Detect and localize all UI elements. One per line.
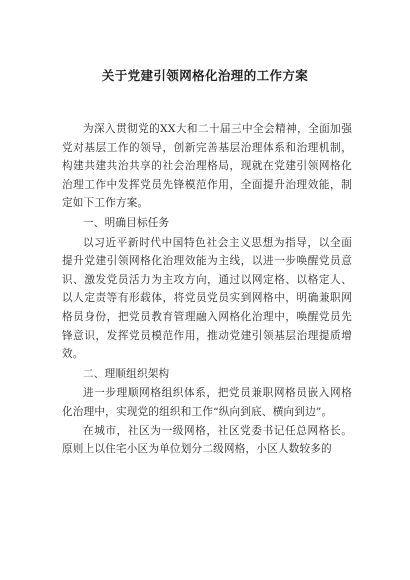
section-heading-goals: 一、明确目标任务 — [83, 216, 170, 229]
goals-paragraph: 以习近平新时代中国特色社会主义思想为指导，以全面提升党建引领网格化治理效能为主线，以进一步唤醒党员意识、激发党员活力为主攻方向，通过以网定格、以格定人、以人定责等有形载体，将党员党员实到网格中，明确兼职网格员身份，把党员教育管理融入网格化治理中，唤醒党员先锋意识，发挥党员模范作用，推动党建引领基层治理提质增效。 — [62, 236, 352, 361]
document-title: 关于党建引领网格化治理的工作方案 — [101, 68, 309, 83]
city-grid-paragraph: 在城市，社区为一级网格，社区党委书记任总网格长。原则上以住宅小区为单位划分二级网格，小区人数较多的 — [62, 424, 352, 456]
section-heading-structure: 二、理顺组织架构 — [83, 367, 170, 380]
document-body — [62, 120, 352, 459]
structure-paragraph: 进一步理顺网格组织体系，把党员兼职网格员嵌入网格化治理中，实现党的组织和工作“纵向到底、横向到边”。 — [62, 387, 352, 418]
intro-paragraph: 为深入贯彻党的XX大和二十届三中全会精神，全面加强党对基层工作的领导，创新完善基层治理体系和治理机制，构建共建共治共享的社会治理格局，现就在党建引领网格化治理工作中发挥党员先锋模范作用，全面提升治理效能，制定如下工作方案。 — [62, 123, 352, 210]
